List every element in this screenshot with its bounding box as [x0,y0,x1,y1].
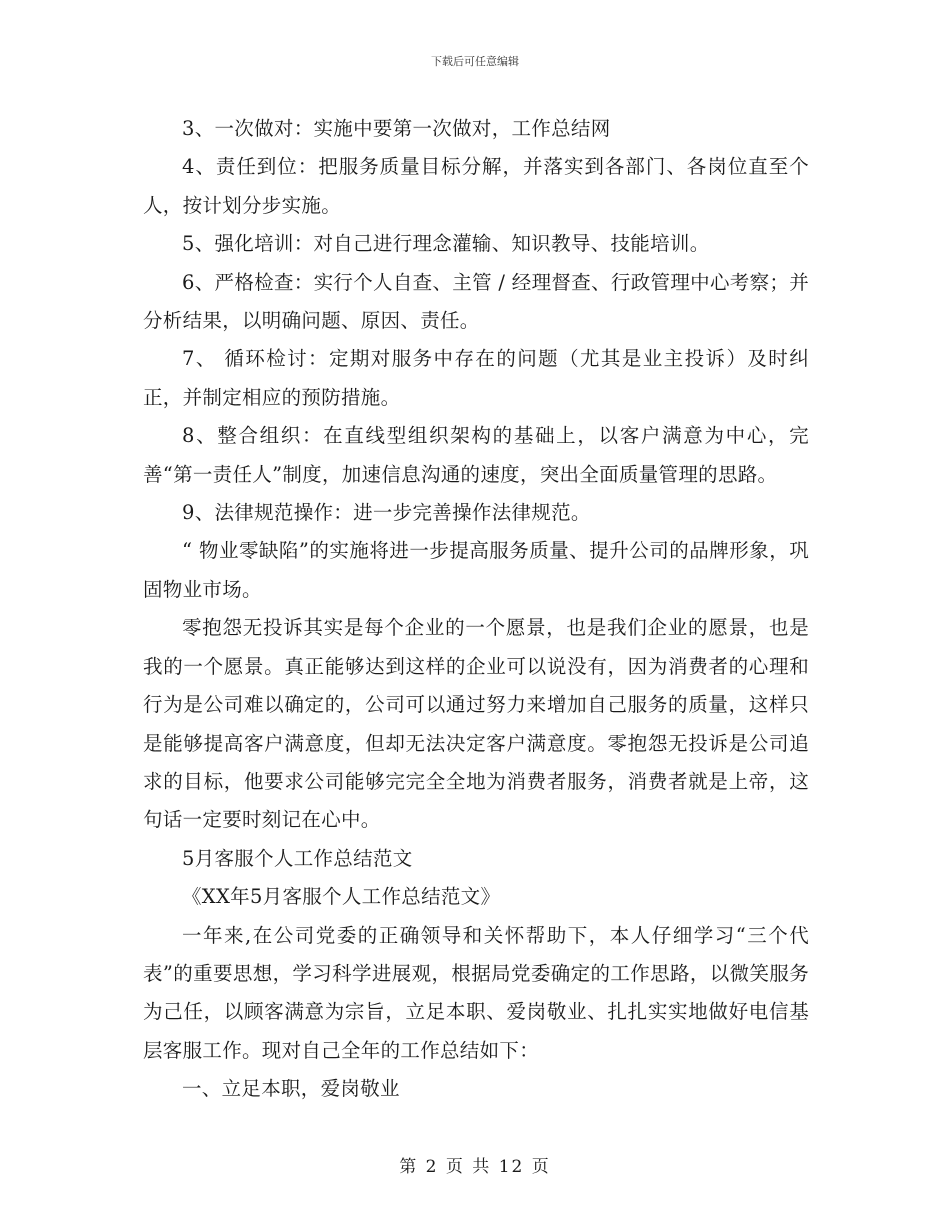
paragraph-zero-complaint: 零抱怨无投诉其实是每个企业的一个愿景，也是我们企业的愿景，也是我的一个愿景。真正能够达到这样的企业可以说没有，因为消费者的心理和行为是公司难以确定的，公司可以通过努力来增加自己服务的质量，这样只是能够提高客户满意度，但却无法决定客户满意度。零抱怨无投诉是公司追求的目标，他要求公司能够完完全全地为消费者服务，消费者就是上帝，这句话一定要时刻记在心中。 [143,616,809,832]
paragraph-intro: 一年来,在公司党委的正确领导和关怀帮助下，本人仔细学习“三个代表”的重要思想，学习科学进展观，根据局党委确定的工作思路，以微笑服务为己任，以顾客满意为宗旨，立足本职、爱岗敬业、扎扎实实地做好电信基层客服工作。现对自己全年的工作总结如下： [143,923,809,1062]
paragraph-item-4: 4、责任到位：把服务质量目标分解，并落实到各部门、各岗位直至个人，按计划分步实施。 [143,155,809,217]
section-heading-1: 一、立足本职，爱岗敬业 [182,1077,400,1101]
paragraph-item-8: 8、整合组织：在直线型组织架构的基础上，以客户满意为中心，完善“第一责任人”制度，加速信息沟通的速度，突出全面质量管理的思路。 [143,424,809,486]
page-footer: 第 2 页 共 12 页 [399,1157,551,1177]
section-subtitle: 《XX年5月客服个人工作总结范文》 [182,885,501,909]
paragraph-item-5: 5、强化培训：对自己进行理念灌输、知识教导、技能培训。 [182,232,710,256]
page-header: 下载后可任意编辑 [431,55,519,68]
paragraph-item-9: 9、法律规范操作：进一步完善操作法律规范。 [182,501,591,525]
document-body [143,110,809,1109]
section-title: 5月客服个人工作总结范文 [182,846,413,870]
paragraph-item-7: 7、 循环检讨：定期对服务中存在的问题（尤其是业主投诉）及时纠正，并制定相应的预防措施。 [143,347,809,409]
paragraph-item-3: 3、一次做对：实施中要第一次做对，工作总结网 [182,117,611,140]
paragraph-zero-defect: “ 物业零缺陷”的实施将进一步提高服务质量、提升公司的品牌形象，巩固物业市场。 [143,539,809,601]
paragraph-item-6: 6、严格检查：实行个人自查、主管 / 经理督查、行政管理中心考察；并分析结果，以明确问题、原因、责任。 [143,270,809,333]
